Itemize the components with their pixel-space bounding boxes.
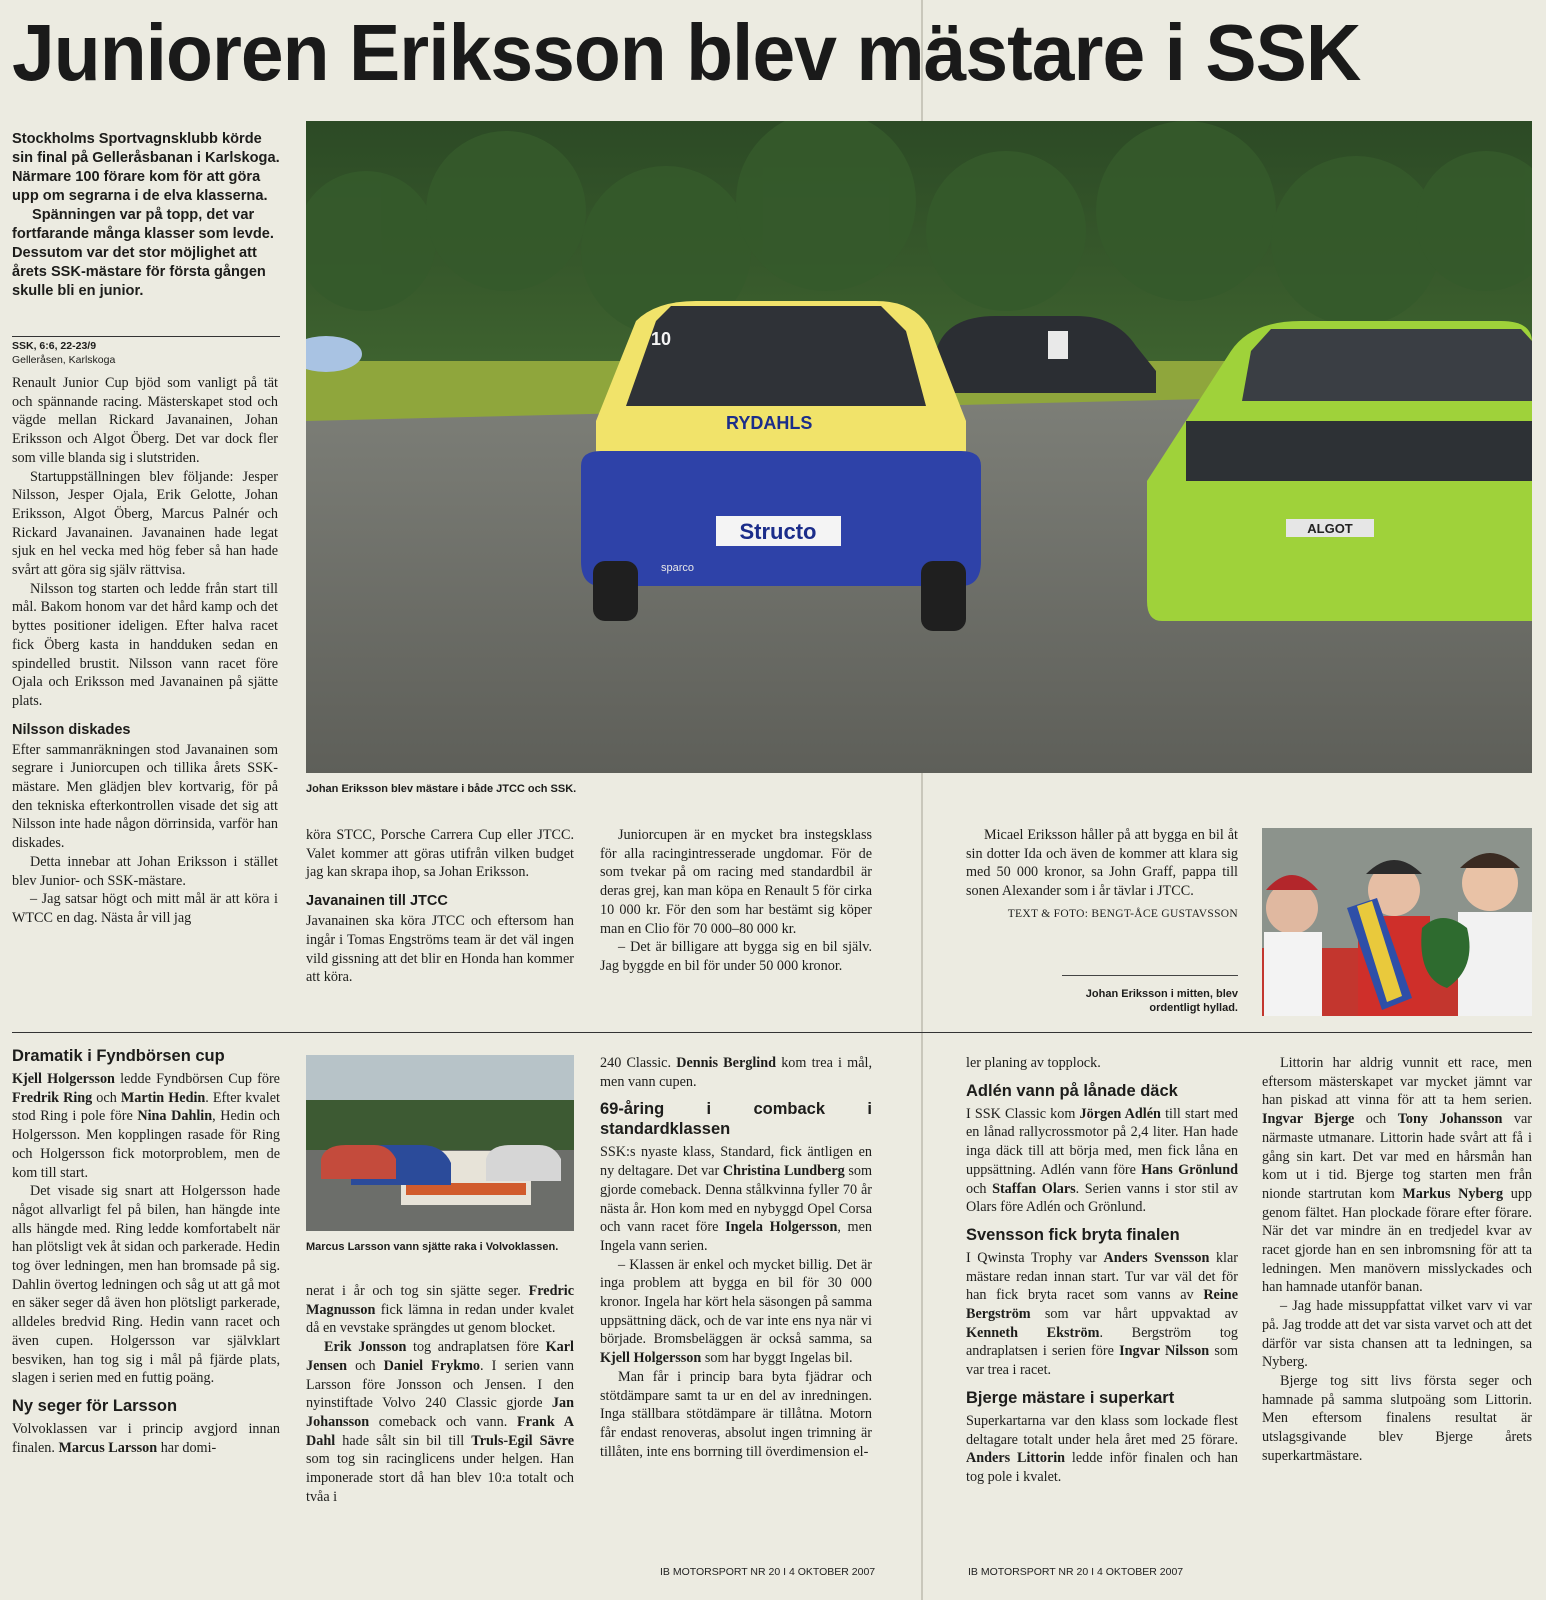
subheading-larsson: Ny seger för Larsson bbox=[12, 1396, 178, 1415]
subheading-nilsson: Nilsson diskades bbox=[12, 721, 131, 738]
paragraph: SSK:s nyaste klass, Standard, fick äntligen en ny deltagare. Det var Christina Lundberg som gjorde comeback. Denna stålkvinna fyller 70 år nästa år. Hon kom med en nybyggd Opel Corsa och vann racet före Ingela Holgersson, men Ingela vann serien. bbox=[600, 1144, 872, 1254]
event-info bbox=[12, 336, 280, 367]
volvo-photo-caption: Marcus Larsson vann sjätte raka i Volvoklassen. bbox=[306, 1241, 559, 1253]
main-photo-caption: Johan Eriksson blev mästare i både JTCC och SSK. bbox=[306, 783, 577, 795]
footer-right: IB MOTORSPORT NR 20 I 4 OKTOBER 2007 bbox=[968, 1566, 1184, 1578]
paragraph: Juniorcupen är en mycket bra instegsklass för alla racingintresserade ungdomar. För de som tvekar på om racing med standardbil är deras grej, kan man köpa en Renault 5 för cirka 10 000 kr. För den som har bestämt sig köper man en Clio för 70 000–80 000 kr. bbox=[600, 827, 872, 937]
sponsor-structo: Structo bbox=[739, 519, 817, 544]
section-divider bbox=[12, 1032, 1532, 1033]
paragraph: Erik Jonsson tog andraplatsen före Karl Jensen och Daniel Frykmo. I serien vann Larsson före Jonsson och Jensen. I den nyinstiftade Volvo 240 Classic gjorde Jan Johansson comeback och vann. Frank A Dahl hade sålt sin bil till Truls-Egil Sävre som tog sin racinglicens under helgen. Han imponerade stort då han blev 10:a totalt och tvåa i bbox=[306, 1339, 574, 1505]
paragraph: Bjerge tog sitt livs första seger och hamnade på samma slutpoäng som Littorin. Men eftersom finalens resultat är utslagsgivande blev Bjerge årets superkartmästare. bbox=[1262, 1372, 1532, 1464]
bottom-column-c bbox=[600, 1054, 872, 1461]
plate-algot: ALGOT bbox=[1307, 521, 1353, 536]
celebration-photo-caption: Johan Eriksson i mitten, blev ordentligt hyllad. bbox=[1085, 988, 1238, 1014]
paragraph: Littorin har aldrig vunnit ett race, men eftersom mästerskapet var mycket jämnt var han piskad att vinna för att ta hem serien. Ingvar Bjerge och Tony Johansson var närmaste utmanare. Littorin hade svårt att få i gång sin kart. Det var med en hårsmån han kom ut i tid. Bjerge tog starten men från nionde startrutan kom Markus Nyberg upp genom fältet. Han plockade förare efter förare. När det var mindre än en tredjedel kvar av racet gjorde han en sen inbromsning för att ta ledningen. Men manövern misslyckades och han hamnade utanför banan. bbox=[1262, 1055, 1532, 1296]
paragraph: – Det är billigare att bygga sig en bil själv. Jag byggde en bil för under 50 000 kronor. bbox=[600, 939, 872, 974]
paragraph: Man får i princip bara byta fjädrar och stötdämpare samt ta ur en del av inredningen. Inga ställbara stötdämpare är tillåtna. Motorn får endast renoveras, absolut ingen trimning är tillåten, inte ens borrning till överdimension el- bbox=[600, 1368, 872, 1460]
celebration-photo bbox=[1262, 828, 1532, 1016]
lead-text-1: Stockholms Sportvagnsklubb körde sin final på Gelleråsbanan i Karlskoga. Närmare 100 förare kom för att göra upp om segrarna i de elva klasserna. bbox=[12, 131, 280, 204]
bumper-logo: sparco bbox=[661, 562, 695, 574]
paragraph: ler planing av topplock. bbox=[966, 1055, 1101, 1071]
race-scene bbox=[306, 121, 1532, 773]
article-column-1 bbox=[12, 374, 278, 928]
paragraph: Nilsson tog starten och ledde från start till mål. Bakom honom var det hård kamp och det byttes positioner ideligen. Efter halva racet fick Öberg kasta in handduken sedan en spindelled brustit. Nilsson vann racet före Ojala och Eriksson med Javanainen på sjätte plats. bbox=[12, 580, 278, 709]
paragraph: Volvoklassen var i princip avgjord innan finalen. Marcus Larsson har domi- bbox=[12, 1420, 280, 1456]
subheading-dramatik: Dramatik i Fyndbörsen cup bbox=[12, 1047, 225, 1065]
author-credit: TEXT & FOTO: BENGT-ÅCE GUSTAVSSON bbox=[1007, 907, 1238, 920]
paragraph: Renault Junior Cup bjöd som vanligt på tät och spännande racing. Mästerskapet stod och vägde mellan Rickard Javanainen, Johan Eriksson och Algot Öberg. Det var dock fler som ville blanda sig i slutstriden. bbox=[12, 375, 278, 466]
paragraph: Det visade sig snart att Holgersson hade något allvarligt fel på bilen, han hängde inte alls hängde med. Ring ledde komfortabelt när han plötsligt vek åt sidan och parkerade. Hedin tog över ledningen, men han bromsade på sig. Dahlin övertog ledningen och såg ut att gå mot en säker seger då även hon plötsligt parkerade, alldeles bredvid Ring. Hedin vann racet och även cupen. Holgersson var självklart besviken, han tog sig i mål på fjärde plats, slagen i serien med en futtig poäng. bbox=[12, 1183, 280, 1387]
subheading-svensson: Svensson fick bryta finalen bbox=[966, 1225, 1180, 1244]
paragraph: Micael Eriksson håller på att bygga en bil åt sin dotter Ida och även de kommer att klara sig med 50 000 kronor, sa John Graff, pappa till sonen Alexander som i år tävlar i JTCC. bbox=[966, 827, 1238, 900]
paragraph: Superkartarna var den klass som lockade flest deltagare totalt under hela året med 25 förare. Anders Littorin ledde inför finalen och han tog pole i kvalet. bbox=[966, 1412, 1238, 1485]
caption-rule bbox=[1062, 975, 1238, 976]
paragraph: – Klassen är enkel och mycket billig. Det är inga problem att bygga en bil för 30 000 kronor. Ingela har kört hela säsongen på samma uppsättning däck, och de var inte ens nya när vi började. Bromsbeläggen är också samma, sa Kjell Holgersson som har byggt Ingelas bil. bbox=[600, 1256, 872, 1367]
bottom-column-d bbox=[966, 1054, 1238, 1487]
paragraph: köra STCC, Porsche Carrera Cup eller JTCC. Valet kommer att göras utifrån vilken budget jag kan skrapa ihop, sa Johan Eriksson. bbox=[306, 827, 574, 881]
article-column-2 bbox=[306, 826, 574, 987]
paragraph: nerat i år och tog sin sjätte seger. Fredric Magnusson fick lämna in redan under kvalet då en vevstake sprängdes ut genom blocket. bbox=[306, 1283, 574, 1337]
drivers-celebrating bbox=[1262, 828, 1532, 1016]
main-race-photo bbox=[306, 121, 1532, 773]
bottom-column-b bbox=[306, 1282, 574, 1506]
subheading-javanainen: Javanainen till JTCC bbox=[306, 893, 448, 910]
bottom-column-e bbox=[1262, 1054, 1532, 1465]
paragraph: Detta innebar att Johan Eriksson i stället blev Junior- och SSK-mästare. bbox=[12, 853, 278, 889]
paragraph: I Qwinsta Trophy var Anders Svensson klar mästare redan innan start. Tur var väl det för han fick bryta racet som vanns av Reine Bergström som var hårt uppvaktad av Kenneth Ekström. Bergström tog andraplatsen i serien före Ingvar Nilsson som var trea i racet. bbox=[966, 1249, 1239, 1379]
paragraph: Efter sammanräkningen stod Javanainen som segrare i Juniorcupen och tillika årets SSK-mästare. Men glädjen blev kortvarig, för på den tekniska efterkontrollen visade det sig att Nilsson inte hade någon dörrinsida, varför han diskades. bbox=[12, 741, 278, 852]
paragraph: – Jag satsar högt och mitt mål är att köra i WTCC en dag. Nästa år vill jag bbox=[12, 891, 278, 926]
event-place: Gelleråsen, Karlskoga bbox=[12, 354, 116, 366]
paragraph: – Jag hade missuppfattat vilket varv vi var på. Jag trodde att det var sista varvet och att det därför var sista chansen att ta ledningen, sa Nyberg. bbox=[1262, 1298, 1532, 1371]
sponsor-rydahls: RYDAHLS bbox=[726, 413, 813, 433]
paragraph: Kjell Holgersson ledde Fyndbörsen Cup före Fredrik Ring och Martin Hedin. Efter kvalet stod Ring i pole före Nina Dahlin, Hedin och Holgersson. Men kopplingen rasade för Ring och Holgersson fick motorproblem, men de kom till start. bbox=[12, 1071, 280, 1181]
paragraph: Startuppställningen blev följande: Jesper Nilsson, Jesper Ojala, Erik Gelotte, Johan Eriksson, Algot Öberg, Marcus Palnér och Rickard Javanainen. Javanainen hade legat sjuk en hel vecka med hög feber så han hade svårt att göra sig själv rättvisa. bbox=[12, 468, 278, 579]
article-column-3 bbox=[600, 826, 872, 976]
volvo-race-photo bbox=[306, 1055, 574, 1231]
subheading-bjerge: Bjerge mästare i superkart bbox=[966, 1388, 1175, 1407]
volvo-cars-scene bbox=[306, 1055, 574, 1231]
bottom-column-a bbox=[12, 1046, 280, 1457]
article-column-4 bbox=[966, 826, 1238, 924]
paragraph: 240 Classic. Dennis Berglind kom trea i mål, men vann cupen. bbox=[600, 1055, 873, 1090]
renault-clio-10 bbox=[581, 301, 981, 631]
footer-left: IB MOTORSPORT NR 20 I 4 OKTOBER 2007 bbox=[660, 1566, 876, 1578]
paragraph: I SSK Classic kom Jörgen Adlén till start med en lånad rallycrossmotor på 2,4 liter. Han hade inga däck till att börja med, men fick låna en uppsättning. Adlén vann före Hans Grönlund och Staffan Olars. Serien vanns i stor stil av Olars före Adlén och Grönlund. bbox=[966, 1105, 1239, 1216]
lead-paragraph bbox=[12, 130, 280, 301]
event-date: SSK, 6:6, 22-23/9 bbox=[12, 340, 97, 352]
lead-text-2: Spänningen var på topp, det var fortfarande många klasser som levde. Dessutom var det stor möjlighet att årets SSK-mästare för första gången skulle bli en junior. bbox=[12, 207, 274, 299]
car-number: 10 bbox=[651, 329, 672, 349]
paragraph: Javanainen ska köra JTCC och eftersom han ingår i Tomas Engströms team är det väl ingen vild gissning att det blir en Honda han kommer att köra. bbox=[306, 913, 574, 986]
subheading-adlen: Adlén vann på lånade däck bbox=[966, 1081, 1178, 1100]
headline: Junioren Eriksson blev mästare i SSK bbox=[12, 8, 1361, 97]
subheading-69-aring: 69-åring i comback i standardklassen bbox=[600, 1100, 872, 1139]
